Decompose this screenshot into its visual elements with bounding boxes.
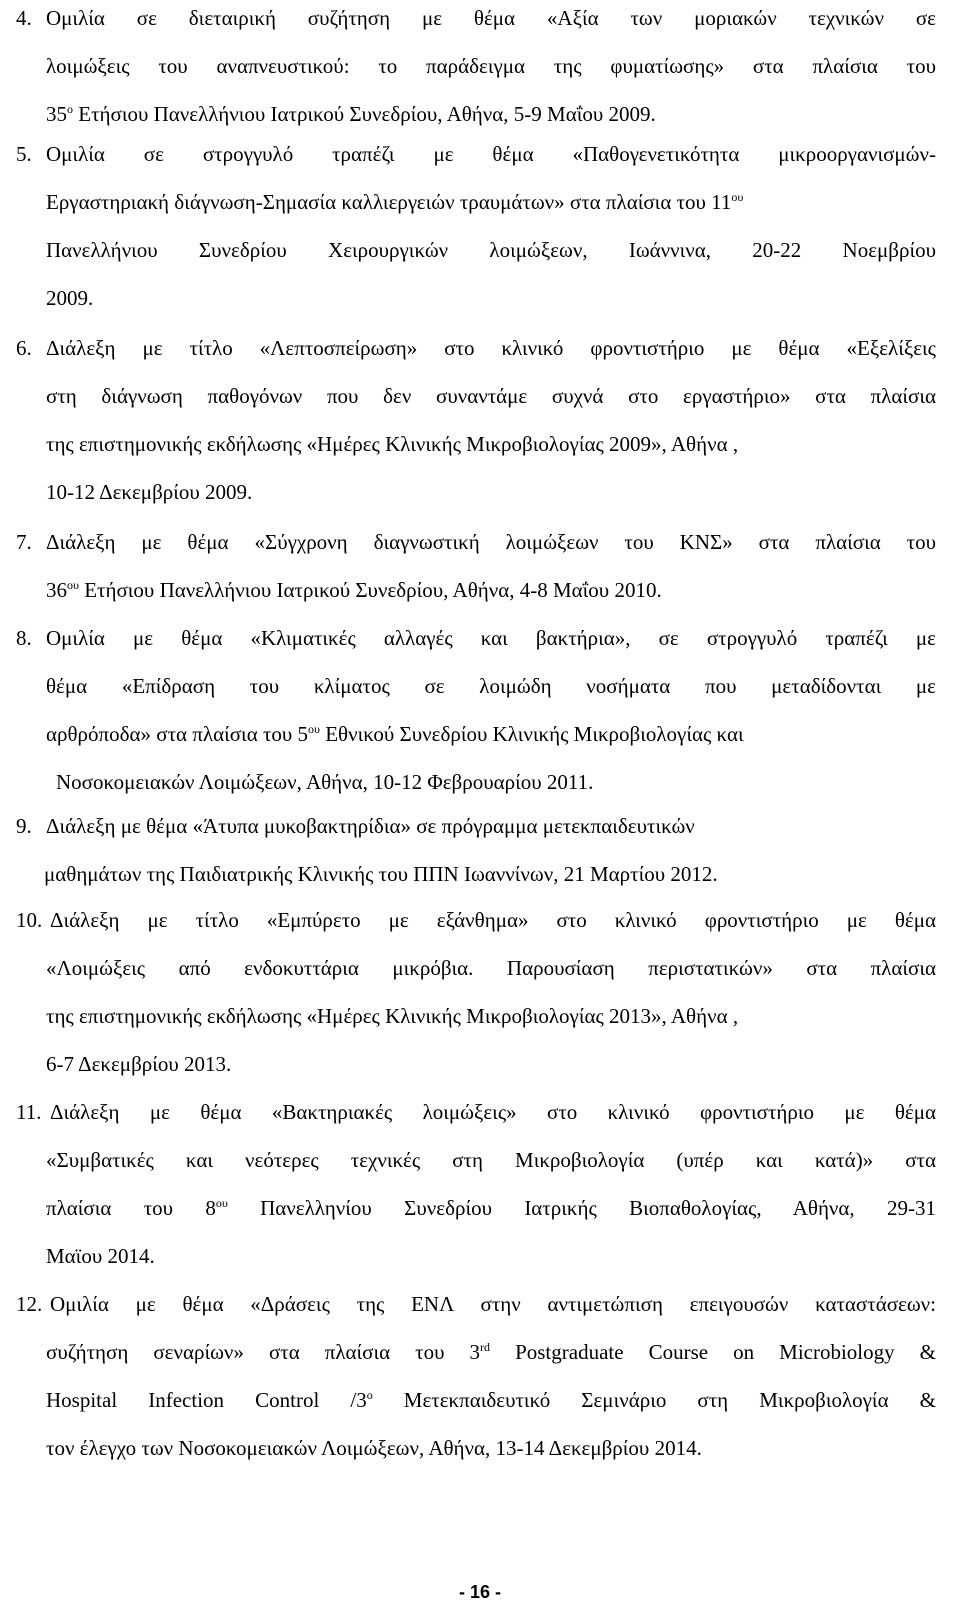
text-line: Μαϊου 2014.	[46, 1244, 155, 1268]
list-item	[16, 136, 936, 328]
item-number: 12.	[16, 1292, 43, 1316]
list-item	[16, 808, 936, 904]
item-number: 11.	[16, 1100, 42, 1124]
text-line: 11. Διάλεξη με θέμα «Βακτηριακές λοιμώξεις» στο κλινικό φροντιστήριο με θέμα	[16, 1094, 936, 1142]
text-line: $35^o$ Ετήσιου Πανελλήνιου Ιατρικού Συνεδρίου, Αθήνα, 5-9 Μαΐου 2009.	[46, 102, 656, 126]
list-item	[16, 0, 936, 144]
page-number: - 16 -	[458, 1582, 501, 1602]
text-line: 4. Ομιλία σε διεταιρική συζήτηση με θέμα «Αξία των μοριακών τεχνικών σε	[16, 0, 936, 48]
text-line: μαθημάτων της Παιδιατρικής Κλινικής του ΠΠΝ Ιωαννίνων, 21 Μαρτίου 2012.	[44, 862, 718, 886]
list-item	[16, 1094, 936, 1286]
text-line: πλαίσια του $8^{o\upsilon}$ Πανελληνίου Συνεδρίου Ιατρικής Βιοπαθολογίας, Αθήνα, 29-31	[46, 1196, 936, 1220]
list-item	[16, 330, 936, 522]
list-item	[16, 1286, 936, 1478]
text-line: $36^{o\upsilon}$ Ετήσιου Πανελλήνιου Ιατρικού Συνεδρίου, Αθήνα, 4-8 Μαΐου 2010.	[46, 578, 662, 602]
text-line: 9. Διάλεξη με θέμα «Άτυπα μυκοβακτηρίδια» σε πρόγραμμα μετεκπαιδευτικών	[16, 808, 936, 856]
text-line: 2009.	[46, 286, 94, 310]
text-line: 10-12 Δεκεμβρίου 2009.	[46, 480, 253, 504]
text-line: «Λοιμώξεις από ενδοκυττάρια μικρόβια. Παρουσίαση περιστατικών» στα πλαίσια	[46, 956, 936, 980]
text-line: συζήτηση σεναρίων» στα πλαίσια του 3rd Postgraduate Course on Microbiology &	[46, 1340, 936, 1364]
text-line: αρθρόποδα» στα πλαίσια του $5^{o\upsilon}$ Εθνικού Συνεδρίου Κλινικής Μικροβιολογίας και	[46, 722, 744, 746]
item-number: 10.	[16, 908, 43, 932]
item-number: 7.	[16, 530, 32, 554]
text-line: λοιμώξεις του αναπνευστικού: το παράδειγμα της φυματίωσης» στα πλαίσια του	[46, 54, 936, 78]
item-number: 5.	[16, 142, 32, 166]
item-number: 6.	[16, 336, 32, 360]
text-line: της επιστημονικής εκδήλωσης «Ημέρες Κλινικής Μικροβιολογίας 2009», Αθήνα ,	[46, 432, 739, 456]
list-item	[16, 524, 936, 620]
text-line: Νοσοκομειακών Λοιμώξεων, Αθήνα, 10-12 Φεβρουαρίου 2011.	[56, 770, 594, 794]
list-item	[16, 902, 936, 1094]
text-line: 6. Διάλεξη με τίτλο «Λεπτοσπείρωση» στο κλινικό φροντιστήριο με θέμα «Εξελίξεις	[16, 330, 936, 378]
text-line: Εργαστηριακή διάγνωση-Σημασία καλλιεργειών τραυμάτων» στα πλαίσια του $11^{o\upsilon}$	[46, 190, 744, 214]
text-line: Hospital Infection Control $/3^o$ Μετεκπαιδευτικό Σεμινάριο στη Μικροβιολογία &	[46, 1388, 936, 1412]
item-number: 9.	[16, 814, 32, 838]
text-line: 7. Διάλεξη με θέμα «Σύγχρονη διαγνωστική λοιμώξεων του ΚΝΣ» στα πλαίσια του	[16, 524, 936, 572]
text-line: 12. Ομιλία με θέμα «Δράσεις της ΕΝΛ στην αντιμετώπιση επειγουσών καταστάσεων:	[16, 1286, 936, 1334]
text-line: 8. Ομιλία με θέμα «Κλιματικές αλλαγές και βακτήρια», σε στρογγυλό τραπέζι με	[16, 620, 936, 668]
text-line: 10. Διάλεξη με τίτλο «Εμπύρετο με εξάνθημα» στο κλινικό φροντιστήριο με θέμα	[16, 902, 936, 950]
text-line: 6-7 Δεκεμβρίου 2013.	[46, 1052, 232, 1076]
text-line: Πανελλήνιου Συνεδρίου Χειρουργικών λοιμώξεων, Ιωάννινα, 20-22 Νοεμβρίου	[46, 238, 936, 262]
text-line: της επιστημονικής εκδήλωσης «Ημέρες Κλινικής Μικροβιολογίας 2013», Αθήνα ,	[46, 1004, 739, 1028]
text-line: 5. Ομιλία σε στρογγυλό τραπέζι με θέμα «Παθογενετικότητα μικροοργανισμών-	[16, 136, 936, 184]
text-line: στη διάγνωση παθογόνων που δεν συναντάμε συχνά στο εργαστήριο» στα πλαίσια	[46, 384, 936, 408]
text-line: θέμα «Επίδραση του κλίματος σε λοιμώδη νοσήματα που μεταδίδονται με	[46, 674, 936, 698]
item-number: 8.	[16, 626, 32, 650]
text-line: τον έλεγχο των Νοσοκομειακών Λοιμώξεων, Αθήνα, 13-14 Δεκεμβρίου 2014.	[46, 1436, 702, 1460]
list-item	[16, 620, 936, 812]
item-number: 4.	[16, 6, 32, 30]
text-line: «Συμβατικές και νεότερες τεχνικές στη Μικροβιολογία (υπέρ και κατά)» στα	[46, 1148, 936, 1172]
